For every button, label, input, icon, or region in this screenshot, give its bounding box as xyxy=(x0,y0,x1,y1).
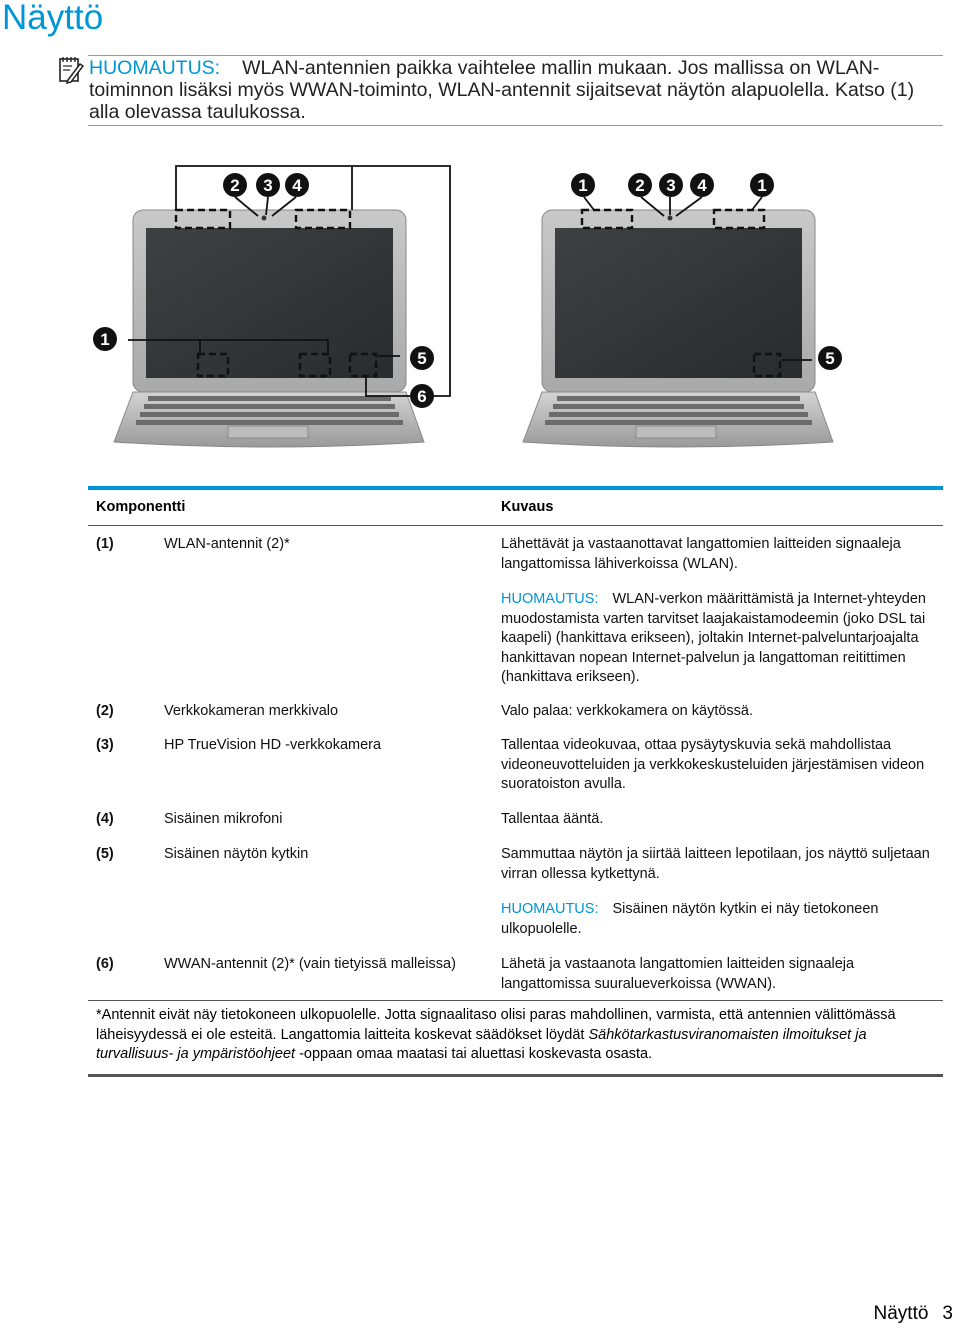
table-row-4-description: Tallentaa ääntä. xyxy=(501,811,604,827)
callout-right-4 xyxy=(690,173,714,197)
note-bottom-divider xyxy=(88,125,943,126)
table-header-description: Kuvaus xyxy=(501,499,554,515)
callout-left-5 xyxy=(410,346,434,370)
footer-section: Näyttö xyxy=(873,1303,929,1324)
table-row-5-num: (5) xyxy=(96,846,114,862)
svg-text:1: 1 xyxy=(578,176,588,195)
callout-left-2 xyxy=(223,173,247,197)
footnote-part2: -oppaan omaa maatasi tai aluettasi koskevasta osasta. xyxy=(295,1046,653,1062)
svg-text:3: 3 xyxy=(263,176,273,195)
table-row-1-note-label: HUOMAUTUS: xyxy=(501,591,599,607)
table-row-1-component: WLAN-antennit (2)* xyxy=(164,536,290,552)
note-top-divider xyxy=(88,55,943,56)
callout-right-3 xyxy=(659,173,683,197)
note-text xyxy=(89,57,949,123)
table-top-rule xyxy=(88,486,943,490)
table-bottom-rule xyxy=(88,1000,943,1001)
table-row-5-note-text: Sisäinen näytön kytkin ei näy tietokoneen ulkopuolelle. xyxy=(501,901,879,937)
svg-text:1: 1 xyxy=(757,176,767,195)
svg-text:5: 5 xyxy=(825,349,835,368)
svg-text:4: 4 xyxy=(292,176,302,195)
table-end-rule xyxy=(88,1074,943,1077)
callout-right-1a xyxy=(571,173,595,197)
note-pencil-icon xyxy=(58,56,84,84)
table-row-4-num: (4) xyxy=(96,811,114,827)
svg-text:3: 3 xyxy=(666,176,676,195)
footer-page-number: 3 xyxy=(942,1303,953,1324)
table-row-1-note xyxy=(501,590,931,688)
table-row-3-component: HP TrueVision HD -verkkokamera xyxy=(164,737,382,753)
callout-right-2 xyxy=(628,173,652,197)
table-row-6-description: Lähetä ja vastaanota langattomien laitteiden signaaleja langattomissa suuralueverkoissa (WWAN). xyxy=(501,956,855,992)
table-header-rule xyxy=(88,525,943,526)
svg-text:1: 1 xyxy=(100,330,110,349)
laptop-right xyxy=(523,197,833,447)
svg-text:6: 6 xyxy=(417,387,427,406)
table-row-1-note-text: WLAN-verkon määrittämistä ja Internet-yhteyden muodostamista varten tarvitset laajakaistamodeemin (joko DSL tai kaapeli) (hankittava erikseen), joltakin Internet-palveluntarjoajalta hankittavan nopean Internet-palvelun ja langattoman reitittimen (hankittava erikseen). xyxy=(501,591,926,685)
table-footnote xyxy=(96,1006,941,1065)
footnote-italic: Sähkötarkastusviranomaisten ilmoitukset ja turvallisuus- ja ympäristöohjeet xyxy=(96,1026,867,1062)
table-row-4-component: Sisäinen mikrofoni xyxy=(164,811,283,827)
table-row-6-component: WWAN-antennit (2)* (vain tietyissä malleissa) xyxy=(164,956,456,972)
note-body: WLAN-antennien paikka vaihtelee mallin mukaan. Jos mallissa on WLAN-toiminnon lisäksi myös WWAN-toiminto, WLAN-antennit sijaitsevat näytön alapuolella. Katso (1) alla olevassa taulukossa. xyxy=(89,57,915,123)
table-row-3-num: (3) xyxy=(96,737,114,753)
svg-text:2: 2 xyxy=(635,176,645,195)
table-row-6-num: (6) xyxy=(96,956,114,972)
callout-right-5 xyxy=(818,346,842,370)
callout-left-6 xyxy=(410,384,434,408)
laptop-left xyxy=(114,166,450,447)
table-row-3-description: Tallentaa videokuvaa, ottaa pysäytyskuvia sekä mahdollistaa videoneuvotteluiden ja verkkokeskusteluiden järjestämisen videon suoratoiston avulla. xyxy=(501,737,925,792)
note-label: HUOMAUTUS: xyxy=(89,57,221,79)
svg-text:2: 2 xyxy=(230,176,240,195)
callout-left-1 xyxy=(93,327,117,351)
svg-text:4: 4 xyxy=(697,176,707,195)
table-header-component: Komponentti xyxy=(96,499,186,515)
laptop-antenna-figure xyxy=(88,160,943,450)
table-row-1-description: Lähettävät ja vastaanottavat langattomien laitteiden signaaleja langattomissa lähiverkoissa (WLAN). xyxy=(501,536,901,572)
table-row-2-description: Valo palaa: verkkokamera on käytössä. xyxy=(501,703,754,719)
callout-left-3 xyxy=(256,173,280,197)
svg-text:5: 5 xyxy=(417,349,427,368)
footnote-part1: *Antennit eivät näy tietokoneen ulkopuolelle. Jotta signaalitaso olisi paras mahdollinen, varmista, että antennien välittömässä läheisyydessä ei ole esteitä. Langattomia laitteita koskevat säädökset löydät xyxy=(96,1007,896,1043)
table-row-5-component: Sisäinen näytön kytkin xyxy=(164,846,309,862)
callout-right-1b xyxy=(750,173,774,197)
table-row-1-num: (1) xyxy=(96,536,114,552)
table-row-2-component: Verkkokameran merkkivalo xyxy=(164,703,339,719)
page-title: Näyttö xyxy=(2,0,104,37)
table-row-5-description: Sammuttaa näytön ja siirtää laitteen lepotilaan, jos näyttö suljetaan virran ollessa kytkettynä. xyxy=(501,846,930,882)
page-footer xyxy=(860,1303,954,1325)
callout-left-4 xyxy=(285,173,309,197)
table-row-5-note xyxy=(501,900,931,939)
table-row-2-num: (2) xyxy=(96,703,114,719)
table-row-5-note-label: HUOMAUTUS: xyxy=(501,901,599,917)
